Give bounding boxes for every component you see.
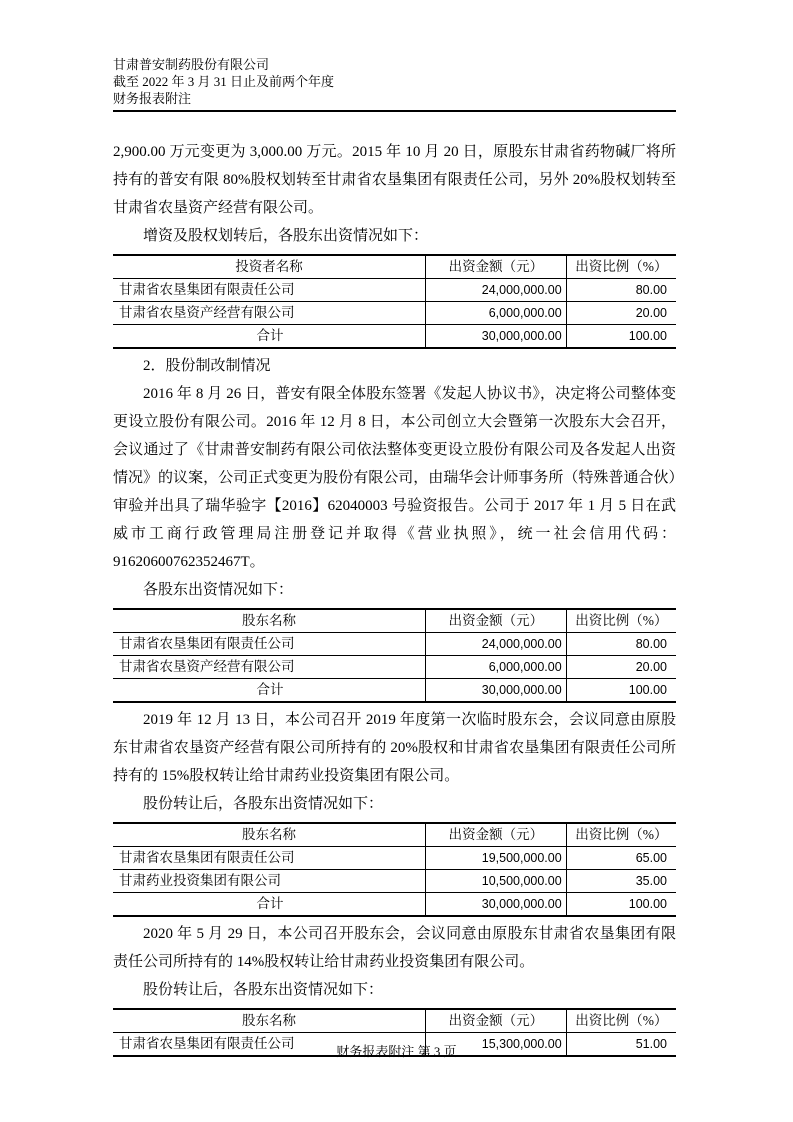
cell-amount: 19,500,000.00 (425, 847, 566, 870)
header-percent: 出资比例（%） (566, 823, 676, 847)
header-percent: 出资比例（%） (566, 609, 676, 633)
report-period: 截至 2022 年 3 月 31 日止及前两个年度 (113, 74, 335, 89)
cell-amount: 10,500,000.00 (425, 870, 566, 893)
header-amount: 出资金额（元） (425, 255, 566, 279)
document-body (113, 138, 676, 1057)
paragraph-capital-change-2015: 2,900.00 万元变更为 3,000.00 万元。2015 年 10 月 20 日，原股东甘肃省药物碱厂将所持有的普安有限 80%股权划转至甘肃省农垦集团有限责任公司，另外 20%股权划转至甘肃省农垦资产经营有限公司。 (113, 144, 676, 216)
header-shareholder-name: 股东名称 (113, 609, 425, 633)
paragraph-table1-intro: 增资及股权划转后，各股东出资情况如下： (143, 228, 429, 244)
cell-shareholder: 甘肃药业投资集团有限公司 (113, 870, 425, 893)
table-header-row (113, 255, 676, 279)
paragraph-table3-intro: 股份转让后，各股东出资情况如下： (143, 796, 384, 812)
header-shareholder-name: 股东名称 (113, 1009, 425, 1033)
header-amount: 出资金额（元） (425, 609, 566, 633)
cell-percent: 65.00 (566, 847, 676, 870)
company-name: 甘肃普安制药股份有限公司 (113, 57, 270, 72)
paragraph-transfer-2020: 2020 年 5 月 29 日，本公司召开股东会，会议同意由原股东甘肃省农垦集团有限责任公司所持有的 14%股权转让给甘肃药业投资集团有限公司。 (113, 926, 676, 970)
doc-title: 财务报表附注 (113, 91, 192, 106)
cell-percent: 51.00 (566, 1033, 676, 1057)
cell-total-label: 合计 (113, 325, 425, 349)
cell-total-percent: 100.00 (566, 893, 676, 917)
table-row (113, 279, 676, 302)
paragraph-table4-intro: 股份转让后，各股东出资情况如下： (143, 982, 384, 998)
shareholder-table-after-reform (113, 608, 676, 703)
investor-table-after-2015-transfer (113, 254, 676, 349)
cell-percent: 20.00 (566, 656, 676, 679)
table-row (113, 847, 676, 870)
document-header (113, 0, 676, 112)
cell-shareholder: 甘肃省农垦资产经营有限公司 (113, 302, 425, 325)
paragraph-share-reform-2016: 2016 年 8 月 26 日，普安有限全体股东签署《发起人协议书》，决定将公司整体变更设立股份有限公司。2016 年 12 月 8 日，本公司创立大会暨第一次股东大会召开，会议通过了《甘肃普安制药有限公司依法整体变更设立股份有限公司及各发起人出资情况》的议案，公司正式变更为股份有限公司，由瑞华会计师事务所（特殊普通合伙）审验并出具了瑞华验字【2016】62040003 号验资报告。公司于 2017 年 1 月 5 日在武威市工商行政管理局注册登记并取得《营业执照》，统一社会信用代码：91620600762352467T。 (113, 386, 676, 570)
paragraph-table2-intro: 各股东出资情况如下： (143, 582, 294, 598)
header-investor-name: 投资者名称 (113, 255, 425, 279)
cell-amount: 24,000,000.00 (425, 279, 566, 302)
cell-amount: 6,000,000.00 (425, 656, 566, 679)
cell-shareholder: 甘肃省农垦集团有限责任公司 (113, 847, 425, 870)
cell-total-amount: 30,000,000.00 (425, 679, 566, 703)
cell-percent: 20.00 (566, 302, 676, 325)
cell-total-percent: 100.00 (566, 679, 676, 703)
header-percent: 出资比例（%） (566, 1009, 676, 1033)
cell-total-label: 合计 (113, 893, 425, 917)
table-header-row (113, 1009, 676, 1033)
cell-amount: 6,000,000.00 (425, 302, 566, 325)
cell-percent: 80.00 (566, 279, 676, 302)
paragraph-transfer-2019: 2019 年 12 月 13 日，本公司召开 2019 年度第一次临时股东会，会议同意由原股东甘肃省农垦资产经营有限公司所持有的 20%股权和甘肃省农垦集团有限责任公司所持有的 15%股权转让给甘肃药业投资集团有限公司。 (113, 712, 676, 784)
cell-percent: 80.00 (566, 633, 676, 656)
cell-amount: 15,300,000.00 (425, 1033, 566, 1057)
cell-total-amount: 30,000,000.00 (425, 325, 566, 349)
table-total-row (113, 679, 676, 703)
cell-shareholder: 甘肃省农垦资产经营有限公司 (113, 656, 425, 679)
cell-total-label: 合计 (113, 679, 425, 703)
section-heading-share-reform: 2．股份制改制情况 (143, 358, 271, 374)
cell-total-amount: 30,000,000.00 (425, 893, 566, 917)
table-header-row (113, 609, 676, 633)
table-header-row (113, 823, 676, 847)
cell-percent: 35.00 (566, 870, 676, 893)
table-total-row (113, 325, 676, 349)
header-amount: 出资金额（元） (425, 823, 566, 847)
header-percent: 出资比例（%） (566, 255, 676, 279)
table-row (113, 302, 676, 325)
header-amount: 出资金额（元） (425, 1009, 566, 1033)
page-footer (0, 1041, 793, 1060)
table-row (113, 870, 676, 893)
footer-page-label: 财务报表附注 第 3 页 (336, 1044, 457, 1059)
table-row (113, 633, 676, 656)
cell-amount: 24,000,000.00 (425, 633, 566, 656)
header-shareholder-name: 股东名称 (113, 823, 425, 847)
cell-total-percent: 100.00 (566, 325, 676, 349)
shareholder-table-after-2019-transfer (113, 822, 676, 917)
cell-shareholder: 甘肃省农垦集团有限责任公司 (113, 279, 425, 302)
table-total-row (113, 893, 676, 917)
cell-shareholder: 甘肃省农垦集团有限责任公司 (113, 633, 425, 656)
cell-shareholder: 甘肃省农垦集团有限责任公司 (113, 1033, 425, 1057)
table-row (113, 656, 676, 679)
